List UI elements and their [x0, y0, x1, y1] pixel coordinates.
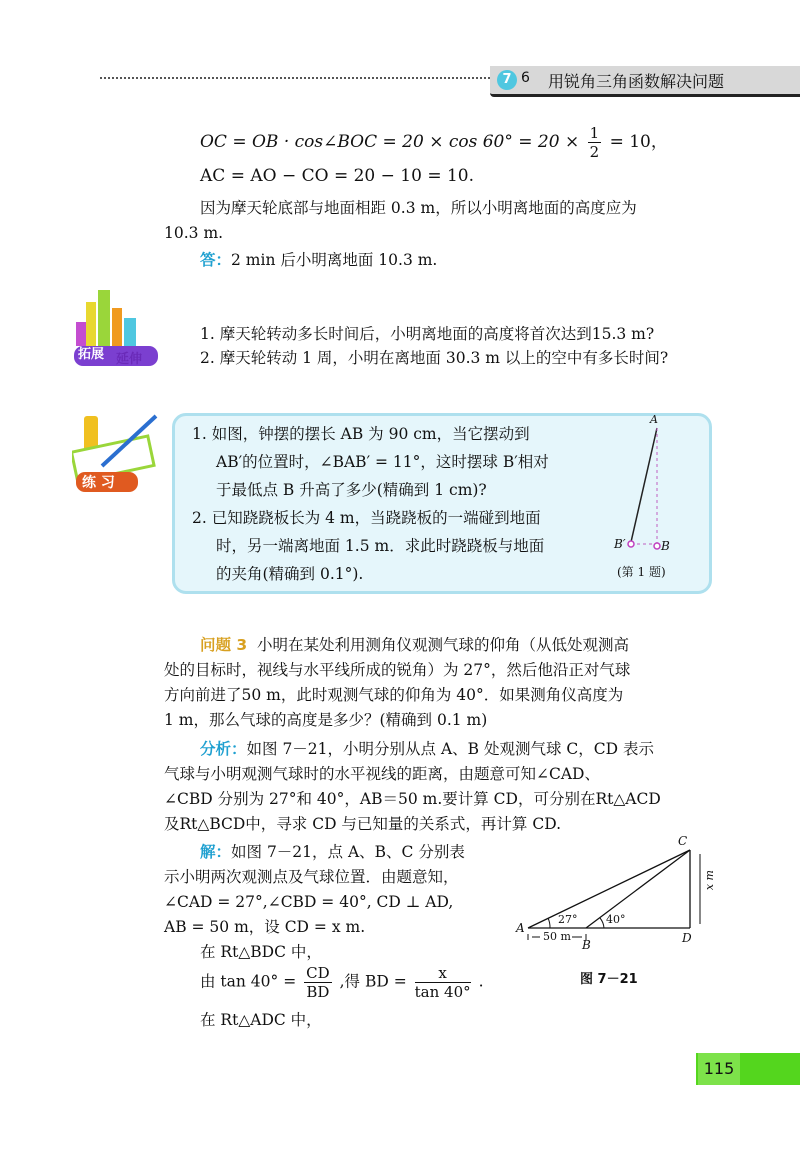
extend-label-top: 拓展 — [78, 347, 105, 362]
solution-line3: ∠CAD = 27°,∠CBD = 40°, CD ⊥ AD, — [164, 893, 454, 911]
practice-line: 的夹角(精确到 0.1°). — [216, 565, 364, 583]
analysis-line4: 及Rt△BCD中，寻求 CD 与已知量的关系式，再计算 CD. — [164, 815, 562, 833]
fig-label-d: D — [682, 931, 692, 945]
practice-line: 1. 如图，钟摆的摆长 AB 为 90 cm，当它摆动到 — [192, 425, 530, 443]
fig-cd-length: x m — [703, 870, 716, 891]
practice-line: 时，另一端离地面 1.5 m．求此时跷跷板与地面 — [216, 537, 545, 555]
practice-line: AB′的位置时，∠BAB′ = 11°，这时摆球 B′相对 — [216, 453, 549, 471]
analysis-line1: 分析：如图 7－21，小明分别从点 A、B 处观测气球 C，CD 表示 — [200, 740, 654, 758]
solution-line7: 在 Rt△ADC 中， — [200, 1011, 322, 1029]
solution-line1: 解：如图 7－21，点 A、B、C 分别表 — [200, 843, 465, 861]
pendulum-figure — [605, 414, 700, 584]
fig-label-c: C — [678, 834, 688, 848]
solution-line6: 由 tan 40° = $\frac{CD}{BD}$ ,得 BD = $\frac{x}{\tan 40^\circ}$ . — [200, 964, 484, 1001]
fig-label-a: A — [516, 921, 525, 935]
solution-line5: 在 Rt△BDC 中， — [200, 943, 322, 961]
section-sub-number: 6 — [521, 70, 530, 86]
answer: 答：2 min 后小明离地面 10.3 m. — [200, 251, 438, 269]
page-number: 115 — [698, 1053, 740, 1085]
extend-question-1: 1. 摩天轮转动多长时间后，小明离地面的高度将首次达到15.3 m? — [200, 325, 655, 343]
pendulum-label-b: B — [661, 539, 670, 553]
practice-line: 2. 已知跷跷板长为 4 m，当跷跷板的一端碰到地面 — [192, 509, 541, 527]
fig-angle-27: 27° — [558, 913, 578, 926]
equation-oc: OC = OB · cos∠BOC = 20 × cos 60° = 20 × $\frac{1}{2}$ = 10， — [200, 124, 668, 161]
fig-label-b: B — [582, 938, 591, 952]
extend-label-bottom: 延伸 — [116, 352, 143, 367]
pendulum-label-a: A — [650, 413, 658, 426]
paragraph-height-cont: 10.3 m. — [164, 224, 224, 242]
practice-text — [192, 420, 602, 588]
analysis-line2: 气球与小明观测气球时的水平视线的距离，由题意可知∠CAD、 — [164, 765, 600, 783]
fig-ab-length: 50 m — [543, 930, 571, 943]
solution-line2: 示小明两次观测点及气球位置．由题意知， — [164, 868, 459, 886]
analysis-line3: ∠CBD 分别为 27°和 40°，AB＝50 m.要计算 CD，可分别在Rt△ACD — [164, 790, 661, 808]
extend-question-2: 2. 摩天轮转动 1 周，小明在离地面 30.3 m 以上的空中有多长时间? — [200, 349, 669, 367]
pendulum-label-bprime: B′ — [614, 537, 626, 551]
section-number-badge: 7 — [497, 70, 517, 90]
pendulum-caption: (第 1 题) — [617, 565, 666, 579]
fig-caption: 图 7－21 — [580, 972, 638, 987]
practice-label: 练 习 — [82, 475, 115, 491]
fig-angle-40: 40° — [606, 913, 626, 926]
paragraph-height: 因为摩天轮底部与地面相距 0.3 m，所以小明离地面的高度应为 — [200, 199, 637, 217]
problem3-line1: 问题 3 小明在某处利用测角仪观测气球的仰角（从低处观测高 — [200, 636, 630, 654]
solution-line4: AB = 50 m，设 CD = x m. — [164, 918, 366, 936]
problem3-line4: 1 m，那么气球的高度是多少？(精确到 0.1 m) — [164, 711, 488, 729]
practice-line: 于最低点 B 升高了多少(精确到 1 cm)? — [216, 481, 487, 499]
header-dotted-rule — [100, 77, 490, 79]
problem3-line2: 处的目标时，视线与水平线所成的锐角）为 27°，然后他沿正对气球 — [164, 661, 631, 679]
section-title: 用锐角三角函数解决问题 — [548, 72, 725, 91]
equation-ac: AC = AO − CO = 20 − 10 = 10. — [200, 166, 475, 186]
problem3-line3: 方向前进了50 m，此时观测气球的仰角为 40°．如果测角仪高度为 — [164, 686, 624, 704]
